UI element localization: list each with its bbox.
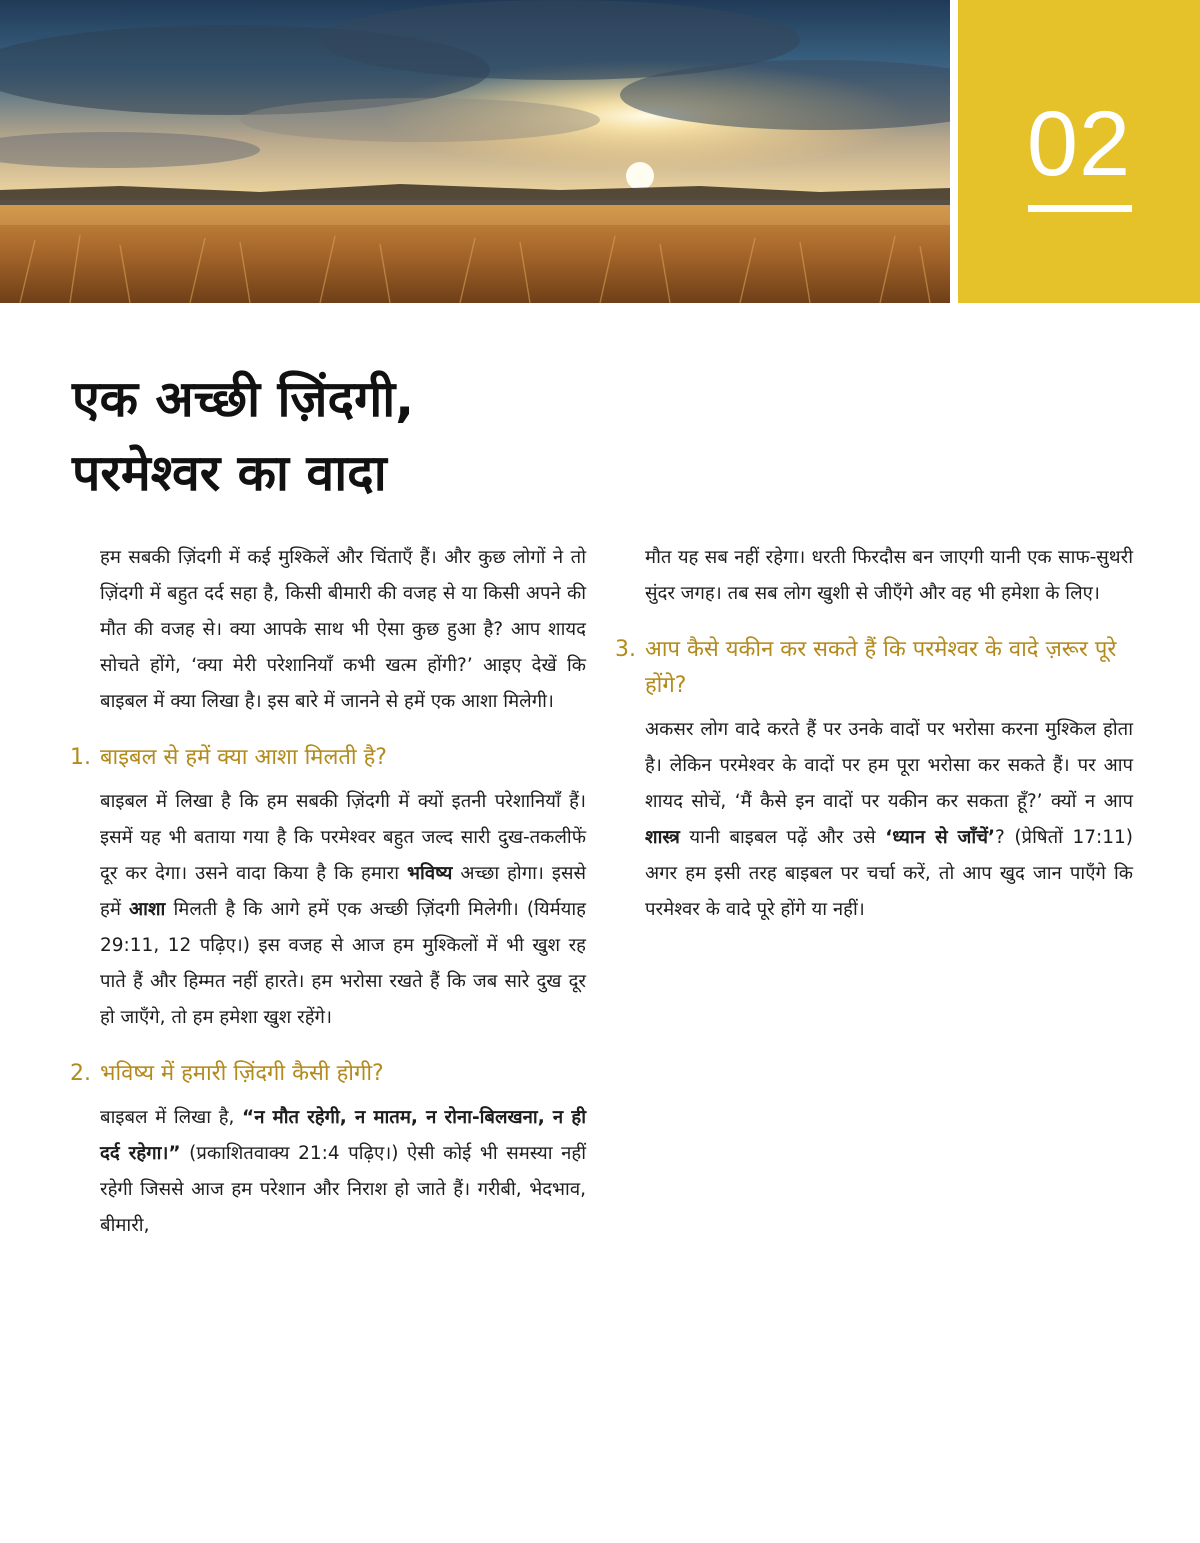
- section-1-text-b: अच्छा होगा। इससे हमें: [100, 863, 586, 920]
- wheat-field-sunset-image: [0, 0, 950, 303]
- title-line-1: एक अच्छी ज़िंदगी,: [72, 370, 415, 428]
- section-2-heading: [70, 1056, 586, 1092]
- section-1-paragraph: [100, 784, 586, 1036]
- lesson-number-underline: [1028, 205, 1132, 212]
- left-column: [70, 540, 586, 1244]
- section-3-heading-text: आप कैसे यकीन कर सकते हैं कि परमेश्वर के वादे ज़रूर पूरे होंगे?: [645, 637, 1117, 698]
- section-3-heading: [615, 632, 1133, 704]
- lesson-number-box: [958, 0, 1200, 303]
- section-1-heading: [70, 740, 586, 776]
- title-line-2: परमेश्वर का वादा: [72, 444, 387, 502]
- section-3-text-b: यानी बाइबल पढ़ें और उसे: [679, 827, 886, 848]
- section-2-paragraph: [100, 1100, 586, 1244]
- section-2-number: 2.: [70, 1061, 91, 1086]
- section-1-text-c: मिलती है कि आगे हमें एक अच्छी ज़िंदगी मिलेगी। (यिर्मयाह 29:11, 12 पढ़िए।) इस वजह से आज हम मुश्किलों में भी खुश रह पाते हैं और हिम्मत नहीं हारते। हम भरोसा रखते हैं कि जब सारे दुख दूर हो जाएँगे, तो हम हमेशा खुश रहेंगे।: [100, 899, 586, 1028]
- section-2-heading-text: भविष्य में हमारी ज़िंदगी कैसी होगी?: [100, 1061, 384, 1086]
- hero-image: [0, 0, 950, 303]
- section-3-number: 3.: [615, 637, 636, 662]
- bold-quote: “न मौत रहेगी, न मातम, न रोना-बिलखना, न ही दर्द रहेगा।”: [100, 1107, 586, 1164]
- section-3-text-c: ? (प्रेषितों 17:11) अगर हम इसी तरह बाइबल पर चर्चा करें, तो आप खुद जान पाएँगे कि परमेश्वर के वादे पूरे होंगे या नहीं।: [645, 827, 1133, 920]
- lesson-number: 02: [1026, 93, 1132, 195]
- section-2-text-a: बाइबल में लिखा है,: [100, 1107, 243, 1128]
- right-column: [615, 540, 1133, 928]
- bold-scripture: शास्त्र: [645, 827, 680, 848]
- bold-hope: आशा: [129, 899, 166, 920]
- intro-paragraph: हम सबकी ज़िंदगी में कई मुश्किलें और चिंताएँ हैं। और कुछ लोगों ने तो ज़िंदगी में बहुत दर्द सहा है, किसी बीमारी की वजह से या किसी अपने की मौत की वजह से। क्या आपके साथ भी ऐसा कुछ हुआ है? आप शायद सोचते होंगे, ‘क्या मेरी परेशानियाँ कभी खत्म होंगी?’ आइए देखें कि बाइबल में क्या लिखा है। इस बारे में जानने से हमें एक आशा मिलेगी।: [100, 547, 586, 712]
- page-title: [72, 362, 632, 510]
- section-1-text-a: बाइबल में लिखा है कि हम सबकी ज़िंदगी में क्यों इतनी परेशानियाँ हैं। इसमें यह भी बताया गया है कि परमेश्वर बहुत जल्द सारी दुख-तकलीफें दूर कर देगा। उसने वादा किया है कि हमारा: [100, 791, 586, 884]
- section-3-text-a: अकसर लोग वादे करते हैं पर उनके वादों पर भरोसा करना मुश्किल होता है। लेकिन परमेश्वर के वादों पर हम पूरा भरोसा कर सकते हैं। पर आप शायद सोचें, ‘मैं कैसे इन वादों पर यकीन कर सकता हूँ?’ क्यों न आप: [645, 719, 1133, 812]
- section-2-text-b: (प्रकाशितवाक्य 21:4 पढ़िए।) ऐसी कोई भी समस्या नहीं रहेगी जिससे आज हम परेशान और निराश हो जाते हैं। गरीबी, भेदभाव, बीमारी,: [100, 1143, 586, 1236]
- section-1-heading-text: बाइबल से हमें क्या आशा मिलती है?: [100, 745, 387, 770]
- section-1-number: 1.: [70, 745, 91, 770]
- section-3-paragraph: [645, 712, 1133, 928]
- bold-examine: ‘ध्यान से जाँचें’: [885, 827, 995, 848]
- section-2-continued-paragraph: मौत यह सब नहीं रहेगा। धरती फिरदौस बन जाएगी यानी एक साफ-सुथरी सुंदर जगह। तब सब लोग खुशी से जीएँगे और वह भी हमेशा के लिए।: [645, 547, 1133, 604]
- bold-future: भविष्य: [407, 863, 453, 884]
